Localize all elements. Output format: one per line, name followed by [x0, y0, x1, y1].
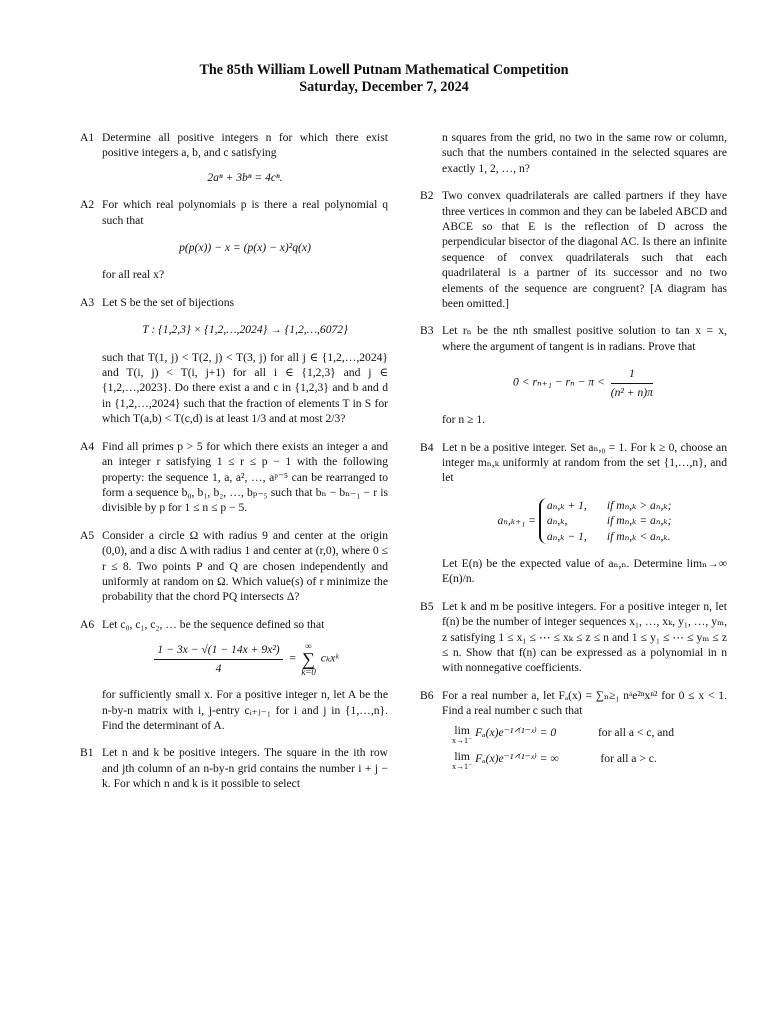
competition-title: The 85th William Lowell Putnam Mathematical Competition — [199, 62, 569, 78]
problem-text-continued: n squares from the grid, no two in the same row or column, such that the numbers contained in the selected squares are exactly 1, 2, …, n? — [442, 131, 727, 175]
summation — [301, 641, 316, 677]
problem-a4 — [80, 439, 388, 516]
problem-b1-continued — [420, 130, 727, 176]
problem-text: Let rₙ be the nth smallest positive solution to tan x = x, where the argument of tangent is in radians. Prove that — [442, 324, 727, 353]
problem-b3 — [420, 323, 727, 427]
problem-text: Let c₀, c₁, c₂, … be the sequence defined so that — [102, 617, 325, 631]
problem-label: B1 — [80, 746, 94, 760]
equals-sign: = — [288, 651, 297, 665]
fraction-numerator: 1 — [611, 366, 653, 383]
problem-a6 — [80, 617, 388, 734]
fraction-denominator: (n² + n)π — [610, 385, 653, 399]
limit-equation-1 — [452, 725, 727, 745]
problem-label: B2 — [420, 189, 434, 203]
fraction — [611, 366, 653, 400]
problem-text-after: for n ≥ 1. — [442, 413, 486, 427]
case-row: aₙ,ₖ − 1, if mₙ,ₖ < aₙ,ₖ. — [546, 529, 671, 543]
problem-label: A6 — [80, 617, 95, 631]
limit-condition: for all a > c. — [600, 751, 657, 765]
problem-text-after: such that T(1, j) < T(2, j) < T(3, j) for all j ∈ {1,2,…,2024} and T(i, j) < T(i, j+1) for all i ∈ {1,2,3} and j ∈ {1,2,…,2023}. Do there exist a and c in {1,2,3} and b and d in {1,2,…,2024} such that the fraction of elements T in S for which T(a,b) < T(c,d) is at least 1/3 and at most 2/3? — [102, 350, 388, 426]
problem-label: A5 — [80, 528, 95, 542]
left-column — [80, 130, 388, 804]
limit-operator: lim x→1⁻ — [452, 723, 473, 745]
sum-term: cₖxᵏ — [320, 651, 339, 665]
display-equation: 2aⁿ + 3bⁿ = 4cⁿ. — [207, 170, 283, 184]
sum-upper: ∞ — [305, 641, 312, 652]
problem-b5 — [420, 599, 727, 676]
problem-text: Let n be a positive integer. Set aₙ,₀ = 1. For k ≥ 0, choose an integer mₙ,ₖ uniformly at random from the set {1,…,n}, and let — [442, 440, 727, 485]
problem-text: Let n and k be positive integers. The square in the ith row and jth column of an n-by-n grid contains the number i + j − k. For which n and k is it possible to select — [102, 746, 388, 791]
sigma-symbol: ∑ — [302, 649, 316, 670]
problem-label: B6 — [420, 688, 434, 702]
problem-b2 — [420, 188, 727, 311]
cases-brace — [539, 498, 672, 544]
limit-expression: Fₐ(x)e⁻¹ᐟ⁽¹⁻ˣ⁾ = ∞ — [475, 751, 559, 765]
problem-text: Find all primes p > 5 for which there exists an integer a and an integer r satisfying 1 ≤ r ≤ p − 1 with the following property: the sequence 1, a, a², …, aᵖ⁻⁵ can be rearranged to form a sequence b₀, b₁, b₂, …, bₚ₋₅ such that bₙ − bₙ₋₁ − r is divisible by p for 1 ≤ n ≤ p − 5. — [102, 439, 388, 515]
problem-a5 — [80, 528, 388, 605]
right-column — [420, 130, 727, 783]
fraction — [154, 642, 282, 676]
problem-text: For a real number a, let Fₐ(x) = ∑ₙ≥₁ nᵃe²ⁿxⁿ² for 0 ≤ x < 1. Find a real number c such that — [442, 688, 727, 718]
problem-a1 — [80, 130, 388, 185]
case-row: aₙ,ₖ, if mₙ,ₖ = aₙ,ₖ; — [546, 514, 672, 528]
problem-text: Determine all positive integers n for which there exist positive integers a, b, and c satisfying — [102, 131, 388, 160]
cases-lhs: aₙ,ₖ₊₁ = — [497, 513, 536, 527]
problem-text: Let S be the set of bijections — [102, 295, 235, 309]
problem-text-after: Let E(n) be the expected value of aₙ,ₙ. Determine limₙ→∞ E(n)/n. — [442, 556, 727, 586]
problem-label: A2 — [80, 198, 95, 212]
display-equation — [442, 366, 727, 400]
problem-label: B5 — [420, 599, 434, 613]
problem-label: A1 — [80, 131, 95, 144]
problem-label: A4 — [80, 439, 95, 453]
case-row: aₙ,ₖ + 1, if mₙ,ₖ > aₙ,ₖ; — [546, 498, 672, 512]
problem-b1 — [80, 745, 388, 791]
inequality-left: 0 < rₙ₊₁ − rₙ − π < — [513, 375, 605, 389]
limit-equation-2 — [452, 751, 727, 771]
problem-text: Let k and m be positive integers. For a positive integer n, let f(n) be the number of integer sequences x₁, …, xₖ, y₁, …, yₘ, z satisfying 1 ≤ x₁ ≤ ⋯ ≤ xₖ ≤ z ≤ n and 1 ≤ y₁ ≤ ⋯ ≤ yₘ ≤ z ≤ n. Show that f(n) can be expressed as a polynomial in n with nonnegative coefficients. — [442, 599, 727, 675]
problem-text-after: for all real x? — [102, 268, 165, 282]
competition-date: Saturday, December 7, 2024 — [299, 79, 469, 95]
cases-equation — [442, 498, 727, 544]
limit-condition: for all a < c, and — [597, 725, 675, 739]
limit-expression: Fₐ(x)e⁻¹ᐟ⁽¹⁻ˣ⁾ = 0 — [475, 725, 557, 739]
display-equation: p(p(x)) − x = (p(x) − x)²q(x) — [179, 241, 311, 255]
display-equation — [102, 641, 388, 677]
problem-text: For which real polynomials p is there a real polynomial q such that — [102, 198, 388, 227]
problem-label: A3 — [80, 295, 95, 309]
display-equation: T : {1,2,3} × {1,2,…,2024} → {1,2,…,6072} — [142, 323, 348, 337]
problem-a3 — [80, 295, 388, 427]
problem-b4 — [420, 440, 727, 587]
problem-text: Consider a circle Ω with radius 9 and center at the origin (0,0), and a disc Δ with radius 1 and center at (r,0), where 0 ≤ r ≤ 8. Two points P and Q are chosen independently and uniformly at random on Ω. Which value(s) of r minimize the probability that the chord PQ intersects Δ? — [102, 528, 388, 604]
limit-operator: lim x→1⁻ — [452, 749, 473, 771]
problem-text: Two convex quadrilaterals are called partners if they have three vertices in common and they can be labeled ABCD and ABCE so that E is the reflection of D across the perpendicular bisector of the diagonal AC. Is there an infinite sequence of convex quadrilaterals such that each quadrilateral is a partner of its successor and no two elements of the sequence are congruent? [A diagram has been omitted.] — [442, 189, 727, 311]
problem-text-after: for sufficiently small x. For a positive integer n, let A be the n-by-n matrix with i, j-entry cᵢ₊ⱼ₋₁ for i and j in {1,…,n}. Find the determinant of A. — [102, 688, 388, 732]
sum-lower: k=0 — [301, 667, 316, 678]
problem-label: B3 — [420, 324, 434, 338]
page-title — [0, 62, 768, 96]
problem-b6 — [420, 688, 727, 771]
fraction-denominator: 4 — [215, 661, 222, 675]
problem-label: B4 — [420, 440, 434, 454]
problem-a2 — [80, 197, 388, 283]
fraction-numerator: 1 − 3x − √(1 − 14x + 9x²) — [154, 642, 282, 659]
